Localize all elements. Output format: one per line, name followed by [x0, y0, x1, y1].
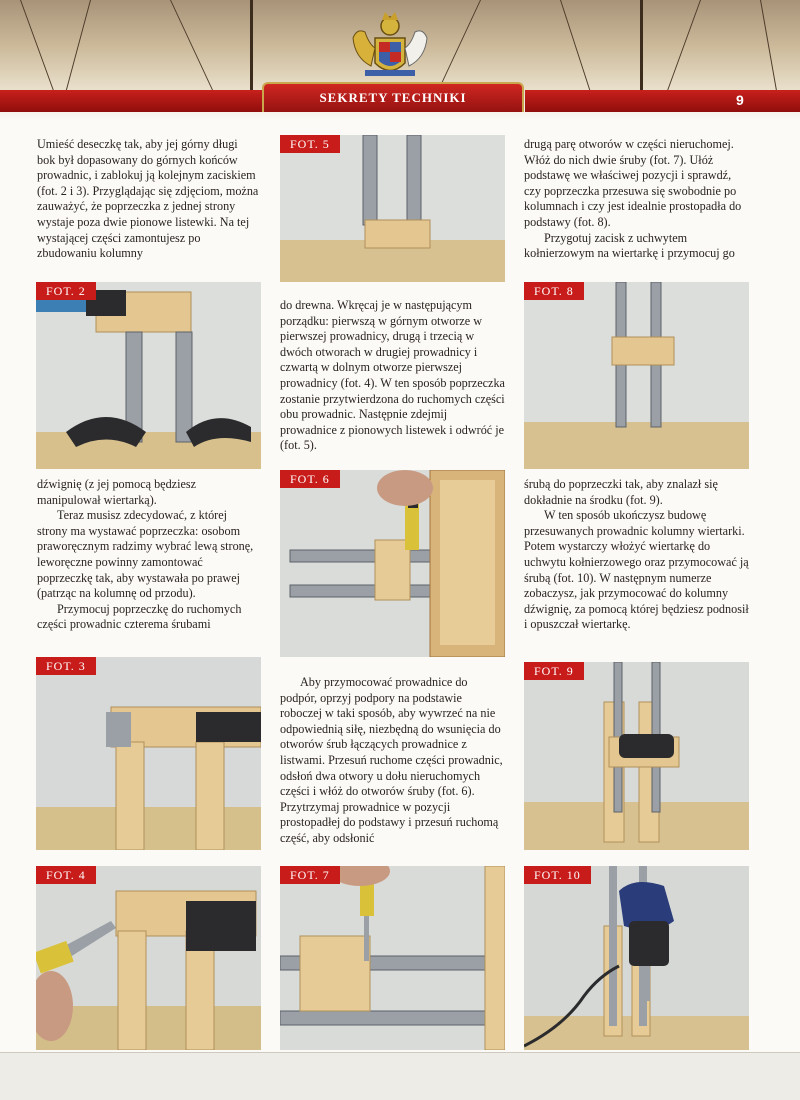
header-band — [525, 90, 800, 112]
photo-fot-5 — [280, 135, 505, 282]
photo-fot-6 — [280, 470, 505, 657]
photo-label: FOT. 6 — [280, 470, 340, 488]
paragraph: Przygotuj zacisk z uchwytem kołnierzowym na wiertarkę i przymocuj go — [524, 230, 735, 261]
text-block — [280, 675, 505, 847]
text-block — [280, 298, 505, 454]
text-block — [37, 477, 259, 633]
photo-fot-9 — [524, 662, 749, 850]
page-bottom-edge — [0, 1052, 800, 1100]
photo-label: FOT. 10 — [524, 866, 591, 884]
rigging — [560, 0, 592, 95]
photo-label: FOT. 7 — [280, 866, 340, 884]
rigging — [665, 0, 701, 95]
paragraph: do drewna. Wkręcaj je w następującym porządku: pierwszą w górnym otworze w pierwszej prowadnicy, drugą i trzecią w dwóch otworach w drugiej prowadnicy i czwartą w dolnym otworze pierwszej prowadnicy (fot. 4). W ten sposób poprzeczka zostanie przytwierdzona do ruchomych części obu prowadnic. Następnie zdejmij prowadnice z pionowych listewek i odwróć je (fot. 5). — [280, 298, 505, 453]
mast — [250, 0, 253, 95]
paragraph: Przymocuj poprzeczkę do ruchomych części prowadnic czterema śrubami — [37, 601, 242, 632]
photo-label: FOT. 9 — [524, 662, 584, 680]
photo-label: FOT. 3 — [36, 657, 96, 675]
photo-fot-7 — [280, 866, 505, 1050]
rigging — [760, 0, 778, 95]
header-band — [0, 90, 265, 112]
paragraph: W ten sposób ukończysz budowę przesuwanych prowadnic kolumny wiertarki. Potem wystarczy włożyć wiertarkę do uchwytu kołnierzowego oraz przymocować ją śrubą (fot. 10). W następnym numerze zobaczysz, jak przymocować do kolumny dźwignię, za pomocą której będziesz podnosił i opuszczał wiertarkę. — [524, 508, 749, 632]
paragraph: drugą parę otworów w części nieruchomej. Włóż do nich dwie śruby (fot. 7). Ułóż podstawę we właściwej pozycji i sprawdź, czy poprzeczka przesuwa się swobodnie po kolumnach i czy jest idealnie prostopadła do podstawy (fot. 8). — [524, 137, 742, 229]
text-block — [37, 137, 259, 262]
mast — [640, 0, 643, 95]
photo-label: FOT. 5 — [280, 135, 340, 153]
photo-label: FOT. 2 — [36, 282, 96, 300]
paragraph: śrubą do poprzeczki tak, aby znalazł się dokładnie na środku (fot. 9). — [524, 477, 718, 507]
rigging — [20, 0, 56, 95]
section-label: SEKRETY TECHNIKI — [262, 82, 524, 112]
photo-fot-2 — [36, 282, 261, 469]
photo-label: FOT. 8 — [524, 282, 584, 300]
rigging — [65, 0, 91, 95]
rigging — [170, 0, 215, 95]
text-block — [524, 137, 749, 262]
paragraph: dźwignię (z jej pomocą będziesz manipulował wiertarką). — [37, 477, 197, 507]
photo-fot-10 — [524, 866, 749, 1050]
royal-crest-icon — [335, 8, 445, 82]
text-block — [524, 477, 749, 633]
photo-fot-3 — [36, 657, 261, 850]
paragraph: Umieść deseczkę tak, aby jej górny długi bok był dopasowany do górnych końców prowadnic, i zablokuj ją kolejnym zaciskiem (fot. 2 i 3). Przyglądając się zdjęciom, można zauważyć, że poprzeczka z jednej strony wystaje poza dwie pionowe listewki. Na tej wystającej części zamontujesz po zbudowaniu kolumny — [37, 137, 259, 261]
paragraph: Teraz musisz zdecydować, z której strony ma wystawać poprzeczka: osobom praworęcznym radzimy wybrać lewą stronę, leworęczne powinny zamontować poprzeczkę tak, aby wystawała po prawej (patrząc na kolumnę od przodu). — [37, 508, 254, 601]
photo-label: FOT. 4 — [36, 866, 96, 884]
photo-fot-4 — [36, 866, 261, 1050]
paragraph: Aby przymocować prowadnice do podpór, oprzyj podpory na podstawie roboczej w taki sposób, aby wywrzeć na nie odpowiednią siłę, niezbędną do wsunięcia do otworów śrub łączących prowadnice z listwami. Przesuń ruchome części prowadnic, odsłoń dwa otwory u dołu nieruchomych części i włóż do otworów śruby (fot. 6). Przytrzymaj prowadnice w pozycji prostopadłej do podstawy i przesuń ruchomą część, aby odsłonić — [280, 675, 503, 845]
photo-fot-8 — [524, 282, 749, 469]
page-number: 9 — [736, 92, 744, 108]
